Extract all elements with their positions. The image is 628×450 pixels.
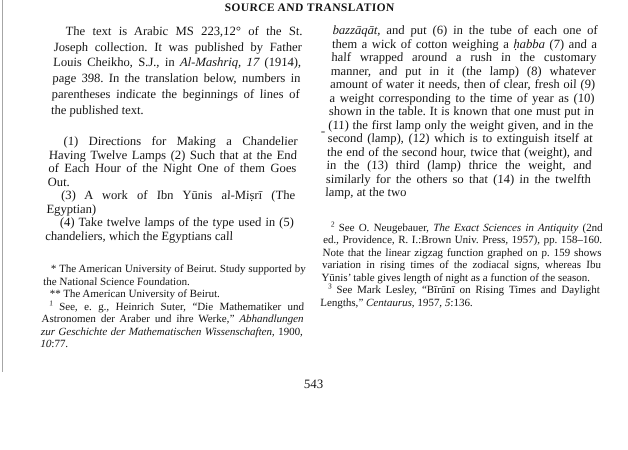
footnote-1: $^1$ See, e. g., Heinrich Suter, “Die Mathematiker und Astronomen der Araber und ihre Werke,” Abhandlungen zur Geschichte der Mathematischen Wissenschaften, 1900, 10:77. bbox=[40, 298, 305, 351]
footnote-double-star: ** The American University of Beirut. bbox=[49, 288, 221, 301]
left-column bbox=[40, 24, 307, 351]
left-footnotes bbox=[40, 263, 306, 351]
intro-paragraph: The text is Arabic MS 223,12° of the St. Joseph collection. It was published by Father Louis Cheikho, S.J., in Al-Mashriq, 17 (1914), page 398. In the translation below, numbers in parentheses indicate the beginnings of lines of the published text. bbox=[50, 24, 303, 117]
translation-paragraph-1: (1) Directions for Making a Chandelier Having Twelve Lamps (2) Such that at the End of Each Hour of the Night One of them Goes Out. bbox=[47, 134, 298, 189]
translation-paragraph-2: (3) A work of Ibn Yūnis al-Miṣrī (The Egyptian) bbox=[46, 188, 296, 216]
translation-block bbox=[45, 135, 298, 243]
translation-paragraph-3: (4) Take twelve lamps of the type used in (5) chandeliers, which the Egyptians call bbox=[44, 215, 295, 243]
right-column bbox=[319, 23, 603, 309]
continuation-paragraph: bazzāqāt, and put (6) in the tube of each one of them a wick of cotton weighing a ḥabba (7) and a half wrapped around a rush in the customary manner, and put in it (the lamp) (8) whatever amount of water it needs, then of clear, fresh oil (9) a weight corresponding to the time of year as (10) shown in the table. It is known that one must put in (11) the first lamp only the weight given, and in the second (lamp), (12) which is to extinguish itself at the end of the second hour, twice that (weight), and in the (13) third (lamp) thrice the weight, and similarly for the others so that (14) in the twelfth lamp, at the two bbox=[324, 23, 598, 199]
footnote-3: $^3$ See Mark Lesley, “Bīrūnī on Rising Times and Daylight Lengths,” Centaurus, 1957, 5:136. bbox=[319, 281, 601, 309]
running-head: SOURCE AND TRANSLATION bbox=[224, 2, 395, 14]
page-number: 543 bbox=[303, 377, 324, 391]
footnote-2: $^2$ See O. Neugebauer, The Exact Sciences in Antiquity (2nd ed., Providence, R. I.:Brown Univ. Press, 1957), pp. 158–160. Note that the linear zigzag function graphed on p. 159 shows variation in rising times of the zodiacal signs, whereas Ibu Yūnis’ table gives length of night as a function of the season. bbox=[321, 218, 603, 284]
right-footnotes bbox=[319, 218, 603, 310]
scan-speck bbox=[321, 131, 325, 133]
footnote-star: * The American University of Beirut. Study supported by the National Science Foundation. bbox=[42, 263, 307, 288]
